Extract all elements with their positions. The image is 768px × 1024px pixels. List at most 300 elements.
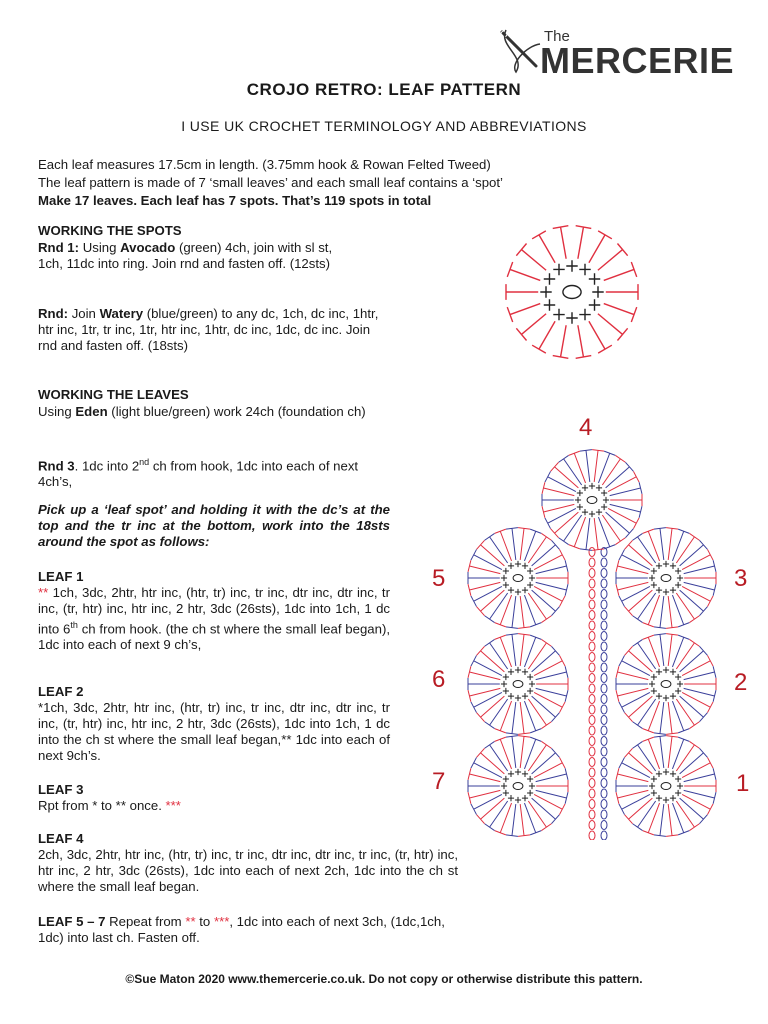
leaf5-outer-stitch [532,540,560,566]
leaf7-dc-stitch [522,771,528,777]
leaf4-dc-stitch [575,497,581,503]
leaf-chain-stitch [589,621,595,630]
leaf-chain-stitch [601,800,607,809]
leaf2-outer-stitch [680,696,708,722]
spot-dc-stitch [553,264,564,275]
diagram-number-6: 6 [432,666,446,693]
leaf6-outer-stitch [532,696,560,722]
leaf3-outer-stitch [666,596,678,628]
leaf7-outer-stitch [468,768,500,781]
leaf7-outer-stitch [536,780,568,792]
leaf2-text: *1ch, 3dc, 2htr, htr inc, (htr, tr) inc, tr inc, dtr inc, dtr inc, tr inc, (tr, htr) inc, htr inc, 2 htr, 3dc (26sts), 1dc into 1ch, 1 dc into the ch st where the small leaf began,** 1dc into each of next 9ch’s. [38,700,390,763]
leaf-chain-stitch [589,821,595,830]
leaf-chain-stitch [601,726,607,735]
spot-outer-stitch [507,304,540,322]
leaf5-dc-stitch [529,575,535,581]
leaf4-outer-stitch [580,450,592,482]
diagram-number-7: 7 [432,768,446,795]
leaf7-dc-stitch [527,776,533,782]
leaf7-dc-stitch [508,795,514,801]
spot-dc-stitch [589,299,600,310]
leaf1-dc-stitch [675,790,681,796]
leaf1-outer-stitch [666,804,678,836]
leaf-chain-stitch [589,590,595,599]
leaf4-center-ring [587,497,597,504]
leaf2-outer-stitch [680,646,708,672]
leaf6-outer-stitch [532,646,560,672]
leaf6-outer-stitch [506,702,518,734]
leaf5-dc-stitch [508,563,514,569]
spot-outer-stitch [589,321,612,353]
diagram-number-3: 3 [734,565,748,592]
leaf7-outer-stitch [532,798,560,824]
leaf3-dc-stitch [651,568,657,574]
leaf-chain-stitch [601,579,607,588]
leaf5-outer-stitch [536,560,568,573]
leaf7-dc-stitch [522,795,528,801]
leaf-chain-stitch [589,674,595,683]
leaf4-outer-stitch [592,450,604,482]
leaf1-outer-stitch [684,780,716,792]
leaf4-outer-stitch [580,518,592,550]
leaf7-outer-stitch [536,768,568,781]
leaf4-outer-stitch [542,494,574,506]
leaf3-dc-stitch [670,563,676,569]
leaf5-outer-stitch [477,540,505,566]
leaf2-outer-stitch [684,678,716,690]
leaf-chain-stitch [589,747,595,756]
leaf1-outer-stitch [654,736,666,768]
intro-line-3: Make 17 leaves. Each leaf has 7 spots. That’s 119 spots in total [38,193,432,208]
leaf4-dc-stitch [596,485,602,491]
spot-center-ring [563,286,581,299]
leaf1-text: ** 1ch, 3dc, 2htr, htr inc, (htr, tr) inc, tr inc, dtr inc, dtr inc, tr inc, (tr, htr) inc, htr inc, 2 htr, 3dc (26sts), 1dc into 1ch, 1 dc into 6th ch from hook. (the ch st where the small leaf began), 1dc into each of next 9 ch’s, [38,585,390,653]
spot-outer-stitch [516,314,546,341]
leaf6-outer-stitch [518,702,530,734]
spot-dc-stitch [579,264,590,275]
leaf2-outer-stitch [654,634,666,666]
spot-outer-stitch [507,262,540,280]
spot-outer-stitch [598,244,628,271]
leaf5-dc-stitch [508,587,514,593]
leaf4-dc-stitch [589,511,595,517]
leaf5-outer-stitch [477,590,505,616]
leaf3-outer-stitch [684,560,716,573]
spot-outer-stitch [604,262,637,280]
leaf4-heading: LEAF 4 [38,831,84,846]
leaf-chain-stitch [601,600,607,609]
spot-outer-stitch [576,226,592,259]
leaf4-dc-stitch [589,483,595,489]
leaf7-dc-stitch [508,771,514,777]
leaf5-outer-stitch [532,590,560,616]
logo-word: MERCERIE [540,40,735,81]
leaf-chain-stitch [601,695,607,704]
leaf-chain-stitch [601,642,607,651]
leaf2-dc-stitch [656,693,662,699]
leaf7-outer-stitch [506,804,518,836]
leaf6-dc-stitch [527,688,533,694]
leaf4-dc-stitch [601,490,607,496]
spot-diagram [492,220,652,370]
leaf-chain-stitch [601,716,607,725]
leaf7-dc-stitch [501,783,507,789]
spot-dc-stitch [544,273,555,284]
leaf6-outer-stitch [536,688,568,701]
leaf2-dc-stitch [675,688,681,694]
leaf3-dc-stitch [677,575,683,581]
leaf-chain-stitch [601,611,607,620]
leaf7-outer-stitch [518,804,530,836]
leaf3-outer-stitch [616,560,648,573]
leaf-chain-stitch [589,789,595,798]
diagram-number-1: 1 [736,770,750,797]
leaf6-dc-stitch [503,674,509,680]
leaf-chain-stitch [589,831,595,840]
leaf1-dc-stitch [663,797,669,803]
spot-outer-stitch [532,231,555,263]
leaf-chain-stitch [601,821,607,830]
spot-outer-stitch [516,244,546,271]
leaf5-dc-stitch [503,568,509,574]
leaf1-outer-stitch [625,798,653,824]
leaf5-outer-stitch [518,528,530,560]
spots-rnd1: Rnd 1: Using Avocado (green) 4ch, join with sl st, 1ch, 11dc into ring. Join rnd and fasten off. (12sts) [38,240,333,271]
leaf-chain-stitch [601,590,607,599]
leaf-chain-stitch [589,705,595,714]
leaf4-outer-stitch [542,482,574,495]
leaves-using: Using Eden (light blue/green) work 24ch (foundation ch) [38,404,366,419]
leaf-chain-stitch [601,663,607,672]
leaf-chain-stitch [601,632,607,641]
leaf7-dc-stitch [515,769,521,775]
leaf7-outer-stitch [506,736,518,768]
leaf-chain-stitch [589,579,595,588]
leaf2-dc-stitch [677,681,683,687]
leaf7-outer-stitch [468,790,500,803]
leaf7-outer-stitch [477,748,505,774]
leaf1-outer-stitch [666,736,678,768]
leaf4-dc-stitch [601,504,607,510]
leaf4-outer-stitch [610,482,642,495]
leaf1-dc-stitch [670,795,676,801]
leaf6-outer-stitch [536,678,568,690]
diagram-number-5: 5 [432,565,446,592]
leaf1-outer-stitch [616,780,648,792]
leaf-chain-stitch [601,779,607,788]
leaf1-dc-stitch [656,795,662,801]
leaf1-dc-stitch [656,771,662,777]
leaf5-outer-stitch [536,572,568,584]
leaf1-center-ring [661,783,671,790]
spot-dc-stitch [566,260,577,271]
spot-outer-stitch [506,284,538,300]
leaf-chain-stitch [589,653,595,662]
leaf7-dc-stitch [515,797,521,803]
leaf1-dc-stitch [675,776,681,782]
leaf-chain-stitch [601,831,607,840]
leaf7-dc-stitch [527,790,533,796]
leaf-chain-stitch [589,663,595,672]
leaf7-dc-stitch [503,776,509,782]
leaf2-dc-stitch [663,695,669,701]
leaf5-dc-stitch [527,568,533,574]
leaf5-dc-stitch [522,587,528,593]
leaf4-text: 2ch, 3dc, 2htr, htr inc, (htr, tr) inc, tr inc, dtr inc, dtr inc, tr inc, (tr, htr) inc, htr inc, 2 htr, 3dc (26sts), 1dc into each of next 2ch, 1dc into the ch st where the small leaf began. [38,847,458,894]
leaf5-outer-stitch [518,596,530,628]
leaf3-text: Rpt from * to ** once. *** [38,798,181,813]
leaf6-outer-stitch [477,646,505,672]
leaf3-outer-stitch [654,528,666,560]
leaf7-outer-stitch [468,780,500,792]
leaf3-center-ring [661,575,671,582]
spot-dc-stitch [544,299,555,310]
leaf-chain-stitch [589,800,595,809]
leaf2-heading: LEAF 2 [38,684,84,699]
leaf2-outer-stitch [616,678,648,690]
leaf6-dc-stitch [529,681,535,687]
leaf4-outer-stitch [592,518,604,550]
spot-outer-stitch [604,304,637,322]
page-title: CROJO RETRO: LEAF PATTERN [246,80,522,99]
leaf2-dc-stitch [649,681,655,687]
leaf6-outer-stitch [468,678,500,690]
spot-outer-stitch [553,226,569,259]
diagram-number-2: 2 [734,669,748,696]
leaf6-center-ring [513,681,523,688]
leaf-chain-stitch [589,737,595,746]
leaf1-outer-stitch [684,768,716,781]
leaf3-outer-stitch [680,590,708,616]
leaf3-dc-stitch [663,561,669,567]
leaf6-dc-stitch [501,681,507,687]
copyright-footer: ©Sue Maton 2020 www.themercerie.co.uk. Do not copy or otherwise distribute this pattern. [125,972,643,986]
leaf4-dc-stitch [582,485,588,491]
leaf3-outer-stitch [625,540,653,566]
leaf2-dc-stitch [663,667,669,673]
leaf1-outer-stitch [616,768,648,781]
leaf-chain-stitch [601,684,607,693]
leaf6-dc-stitch [503,688,509,694]
leaf1-outer-stitch [625,748,653,774]
spots-heading: WORKING THE SPOTS [38,223,182,238]
leaf6-dc-stitch [522,693,528,699]
leaf-chain-stitch [601,758,607,767]
leaves-pickup: Pick up a ‘leaf spot’ and holding it with the dc’s at the top and the tr inc at the bottom, work into the 18sts around the spot as follows: [38,502,390,549]
leaf1-dc-stitch [670,771,676,777]
leaf2-outer-stitch [616,666,648,679]
leaf-chain-stitch [601,810,607,819]
leaf-chain-stitch [589,632,595,641]
leaf-chain-stitch [589,716,595,725]
leaf7-outer-stitch [477,798,505,824]
leaf7-dc-stitch [529,783,535,789]
leaf3-outer-stitch [684,582,716,595]
leaf2-center-ring [661,681,671,688]
leaf-chain-stitch [589,695,595,704]
leaf6-dc-stitch [515,667,521,673]
leaf2-outer-stitch [684,688,716,701]
leaf-chain-stitch [589,569,595,578]
page-subtitle: I USE UK CROCHET TERMINOLOGY AND ABBREVIATIONS [181,118,587,134]
leaf5-dc-stitch [527,582,533,588]
leaf-chain-stitch [589,779,595,788]
leaf4-dc-stitch [577,490,583,496]
leaf-chain-stitch [589,684,595,693]
leaf5-outer-stitch [468,582,500,595]
leaf6-outer-stitch [506,634,518,666]
leaf7-dc-stitch [503,790,509,796]
leaf6-outer-stitch [518,634,530,666]
leaf3-outer-stitch [616,572,648,584]
leaf5-dc-stitch [515,561,521,567]
leaf3-outer-stitch [654,596,666,628]
spot-dc-stitch [553,309,564,320]
leaf5-dc-stitch [522,563,528,569]
leaf4-dc-stitch [603,497,609,503]
leaf7-outer-stitch [518,736,530,768]
leaf2-outer-stitch [625,646,653,672]
leaf4-dc-stitch [577,504,583,510]
spot-outer-stitch [553,325,569,358]
leaf3-dc-stitch [656,587,662,593]
leaf5-outer-stitch [506,596,518,628]
leaf6-dc-stitch [515,695,521,701]
leaf6-dc-stitch [522,669,528,675]
leaf57-text: LEAF 5 – 7 Repeat from ** to ***, 1dc into each of next 3ch, (1dc,1ch, 1dc) into last ch. Fasten off. [38,914,445,945]
spot-outer-stitch [598,314,628,341]
leaves-rnd3: Rnd 3. 1dc into 2nd ch from hook, 1dc into each of next 4ch’s, [38,457,359,490]
diagram-number-4: 4 [579,414,593,441]
leaf1-outer-stitch [684,790,716,803]
spot-outer-stitch [589,231,612,263]
leaf4-outer-stitch [610,504,642,517]
leaf2-dc-stitch [670,669,676,675]
leaf2-dc-stitch [651,674,657,680]
leaf3-dc-stitch [651,582,657,588]
leaves-heading: WORKING THE LEAVES [38,387,189,402]
leaf7-outer-stitch [532,748,560,774]
leaf3-outer-stitch [680,540,708,566]
spot-dc-stitch [540,286,551,297]
leaf5-outer-stitch [468,560,500,573]
logo-the: The [544,28,570,45]
spot-outer-stitch [576,325,592,358]
leaf4-outer-stitch [551,462,579,488]
leaf-chain-stitch [601,621,607,630]
leaf2-outer-stitch [666,702,678,734]
leaf3-outer-stitch [666,528,678,560]
leaf5-outer-stitch [536,582,568,595]
leaf1-dc-stitch [677,783,683,789]
leaf7-outer-stitch [536,790,568,803]
leaf4-outer-stitch [610,494,642,506]
leaf-chain-stitch [601,747,607,756]
leaf2-outer-stitch [654,702,666,734]
leaf3-heading: LEAF 3 [38,782,84,797]
leaf7-center-ring [513,783,523,790]
leaf-diagram [440,440,760,840]
leaf-chain-stitch [601,705,607,714]
leaf1-dc-stitch [651,790,657,796]
leaf3-outer-stitch [616,582,648,595]
intro-line-2: The leaf pattern is made of 7 ‘small leaves’ and each small leaf contains a ‘spot’ [38,175,503,190]
leaf3-dc-stitch [663,589,669,595]
leaf3-dc-stitch [675,568,681,574]
leaf5-dc-stitch [503,582,509,588]
spot-dc-stitch [579,309,590,320]
leaf5-outer-stitch [468,572,500,584]
leaf6-outer-stitch [536,666,568,679]
leaf1-outer-stitch [654,804,666,836]
leaf4-dc-stitch [596,509,602,515]
leaf5-outer-stitch [506,528,518,560]
leaf6-dc-stitch [527,674,533,680]
leaf4-outer-stitch [551,512,579,538]
leaf1-dc-stitch [649,783,655,789]
leaf5-dc-stitch [515,589,521,595]
spot-outer-stitch [532,321,555,353]
leaf3-outer-stitch [684,572,716,584]
leaf6-dc-stitch [508,669,514,675]
leaf-chain-stitch [589,726,595,735]
leaf-chain-stitch [601,653,607,662]
leaf6-dc-stitch [508,693,514,699]
leaf-chain-stitch [589,611,595,620]
leaf-chain-stitch [601,789,607,798]
leaf1-outer-stitch [680,798,708,824]
leaf3-outer-stitch [625,590,653,616]
spots-rnd2: Rnd: Join Watery (blue/green) to any dc, 1ch, dc inc, 1htr, htr inc, 1tr, tr inc, 1tr, htr inc, 1htr, dc inc, 1dc, dc inc. Join rnd and fasten off. (18sts) [38,306,379,353]
leaf2-outer-stitch [616,688,648,701]
leaf6-outer-stitch [468,688,500,701]
leaf-chain-stitch [601,558,607,567]
leaf4-outer-stitch [542,504,574,517]
leaf-chain-stitch [589,642,595,651]
intro-line-1: Each leaf measures 17.5cm in length. (3.75mm hook & Rowan Felted Tweed) [38,157,491,172]
leaf3-dc-stitch [656,563,662,569]
leaf3-dc-stitch [675,582,681,588]
leaf-chain-stitch [601,737,607,746]
leaf1-outer-stitch [680,748,708,774]
leaf1-dc-stitch [663,769,669,775]
mercerie-logo [496,26,735,81]
leaf2-outer-stitch [684,666,716,679]
leaf-chain-stitch [601,768,607,777]
leaf4-dc-stitch [582,509,588,515]
leaf2-outer-stitch [625,696,653,722]
leaf4-outer-stitch [606,462,634,488]
leaf-chain-stitch [589,758,595,767]
leaf3-dc-stitch [670,587,676,593]
leaf2-dc-stitch [656,669,662,675]
leaf-chain-stitch [601,674,607,683]
leaf5-center-ring [513,575,523,582]
leaf1-outer-stitch [616,790,648,803]
leaf5-dc-stitch [501,575,507,581]
leaf6-outer-stitch [477,696,505,722]
leaf2-dc-stitch [651,688,657,694]
leaf-chain-stitch [601,569,607,578]
leaf2-dc-stitch [670,693,676,699]
spot-dc-stitch [592,286,603,297]
leaf-chain-stitch [589,558,595,567]
spot-dc-stitch [566,312,577,323]
leaf-chain-stitch [589,600,595,609]
leaf6-outer-stitch [468,666,500,679]
spot-dc-stitch [589,273,600,284]
leaf-chain-stitch [589,768,595,777]
